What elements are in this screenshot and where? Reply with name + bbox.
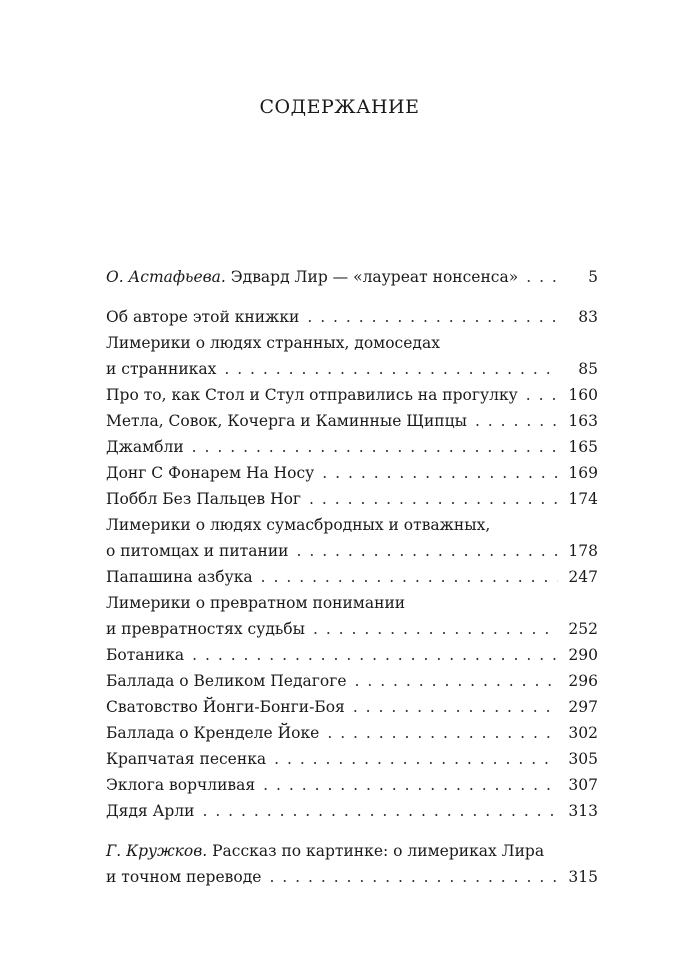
toc-page-number: 302 — [568, 724, 598, 742]
leader-dots — [327, 720, 558, 746]
toc-page-number: 313 — [568, 802, 598, 820]
toc-entry-title: Об авторе этой книжки — [106, 308, 300, 326]
leader-dots — [263, 772, 558, 798]
leader-dots — [322, 460, 558, 486]
toc-page-number: 169 — [568, 464, 598, 482]
toc-page-number: 5 — [588, 268, 598, 286]
toc-entry-title: Поббл Без Пальцев Ног — [106, 490, 302, 508]
toc-page-number: 307 — [568, 776, 598, 794]
toc-entry — [106, 694, 598, 720]
toc-entry-title: Джамбли — [106, 438, 184, 456]
toc-page-number: 85 — [578, 360, 598, 378]
leader-dots — [526, 264, 558, 290]
toc-page-number: 160 — [568, 386, 598, 404]
toc-entry — [106, 720, 598, 746]
toc-entry-title: Ботаника — [106, 646, 185, 664]
toc-entry-title: Эклога ворчливая — [106, 776, 256, 794]
toc-entry — [106, 564, 598, 590]
toc-page-number: 163 — [568, 412, 598, 430]
toc-entry — [106, 512, 598, 564]
toc-entry-title: Папашина азбука — [106, 568, 253, 586]
toc-page-number: 305 — [568, 750, 598, 768]
toc-entry — [106, 304, 598, 330]
toc-entry-title-line: Рассказ по картинке: о лимериках Лира — [212, 842, 545, 860]
toc-author: Г. Кружков. — [106, 842, 208, 860]
table-of-contents — [106, 264, 598, 890]
toc-entry-title: Метла, Совок, Кочерга и Каминные Щипцы — [106, 412, 467, 430]
toc-entry — [106, 408, 598, 434]
leader-dots — [261, 564, 558, 590]
toc-page-number: 296 — [568, 672, 598, 690]
leader-dots — [353, 694, 558, 720]
toc-page-number: 178 — [568, 542, 598, 560]
leader-dots — [192, 434, 558, 460]
toc-entry-title: Баллада о Кренделе Йоке — [106, 724, 320, 742]
toc-entry-title: Про то, как Стол и Стул отправились на прогулку — [106, 386, 518, 404]
toc-entry-title: Сватовство Йонги-Бонги-Боя — [106, 698, 345, 716]
toc-entry-title: Донг С Фонарем На Носу — [106, 464, 315, 482]
toc-entry — [106, 486, 598, 512]
leader-dots — [224, 356, 558, 382]
toc-entry — [106, 642, 598, 668]
leader-dots — [202, 798, 558, 824]
toc-entry-title-line: Лимерики о людях странных, домоседах — [106, 334, 440, 352]
toc-entry — [106, 668, 598, 694]
toc-entry — [106, 460, 598, 486]
leader-dots — [309, 486, 558, 512]
toc-entry — [106, 382, 598, 408]
toc-entry — [106, 798, 598, 824]
toc-entry — [106, 746, 598, 772]
leader-dots — [269, 864, 558, 890]
toc-entry — [106, 264, 598, 290]
toc-entry-title: и превратностях судьбы — [106, 620, 305, 638]
toc-page-number: 297 — [568, 698, 598, 716]
leader-dots — [274, 746, 558, 772]
toc-page-number: 174 — [568, 490, 598, 508]
leader-dots — [297, 538, 559, 564]
toc-page-number: 247 — [568, 568, 598, 586]
toc-entry-title: Дядя Арли — [106, 802, 195, 820]
leader-dots — [475, 408, 558, 434]
toc-entry — [106, 590, 598, 642]
toc-page-number: 290 — [568, 646, 598, 664]
toc-entry-title: о питомцах и питании — [106, 542, 289, 560]
toc-entry-title: Крапчатая песенка — [106, 750, 267, 768]
leader-dots — [307, 304, 558, 330]
toc-page-number: 165 — [568, 438, 598, 456]
toc-entry-title-line: Лимерики о превратном понимании — [106, 594, 406, 612]
leader-dots — [313, 616, 558, 642]
toc-entry-title: и странниках — [106, 360, 217, 378]
toc-author: О. Астафьева. — [106, 268, 226, 286]
toc-entry — [106, 434, 598, 460]
leader-dots — [526, 382, 558, 408]
toc-page-number: 315 — [568, 868, 598, 886]
toc-entry-title: Баллада о Великом Педагоге — [106, 672, 347, 690]
toc-entry — [106, 330, 598, 382]
leader-dots — [192, 642, 558, 668]
toc-entry-title: и точном переводе — [106, 868, 262, 886]
page-title: СОДЕРЖАНИЕ — [259, 96, 420, 118]
toc-page-number: 252 — [568, 620, 598, 638]
toc-entry-title-line: Лимерики о людях сумасбродных и отважных, — [106, 516, 491, 534]
leader-dots — [355, 668, 559, 694]
toc-entry-title: Эдвард Лир — «лауреат нонсенса» — [230, 268, 519, 286]
toc-entry — [106, 838, 598, 890]
toc-entry — [106, 772, 598, 798]
toc-page-number: 83 — [578, 308, 598, 326]
